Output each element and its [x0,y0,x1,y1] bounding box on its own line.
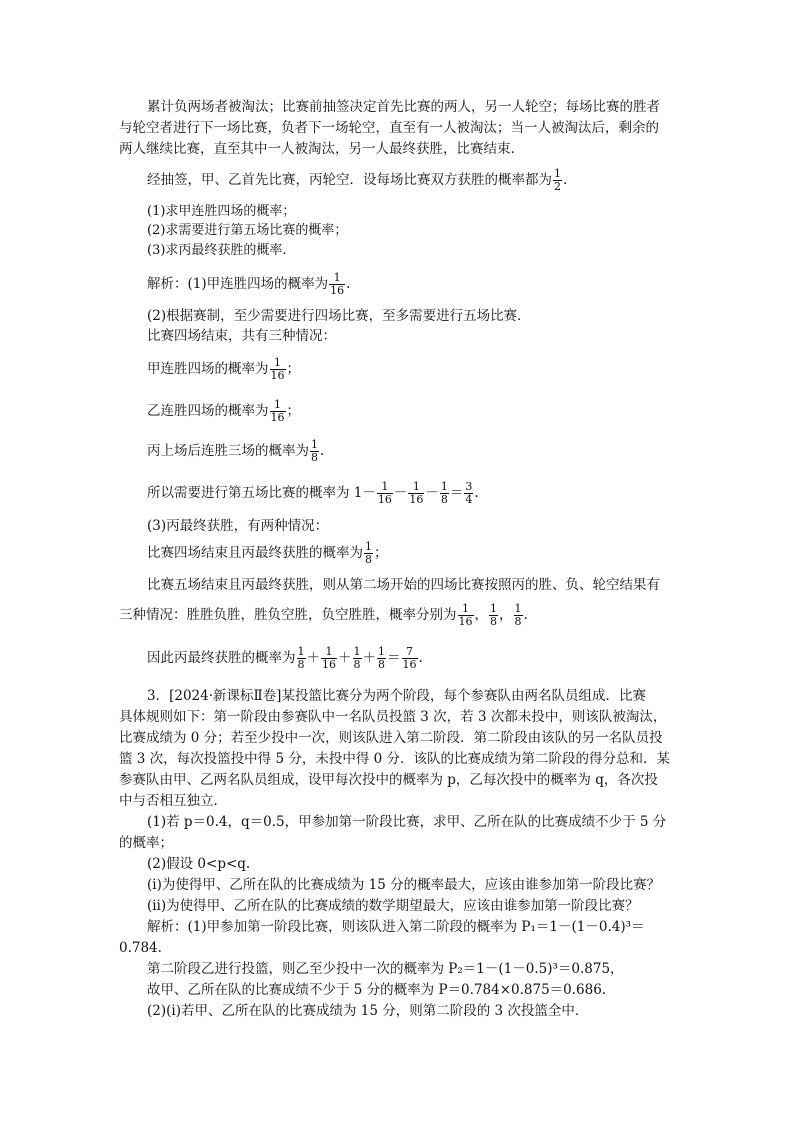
question-3: (3)求丙最终获胜的概率. [147,243,287,258]
solution-line: 三种情况：胜胜负胜，胜负空胜，负空胜胜，概率分别为 $\frac{1}{16}$ ， $\frac{1}{8}$ ， $\frac{1}{8}$ . [119,602,528,628]
fraction: $\frac{1}{8}$ [378,645,385,671]
problem-3-line: 解析：(1)甲参加第一阶段比赛，则该队进入第二阶段的概率为 P₁＝1－(1－0.4)³＝ [147,919,645,935]
fraction: $\frac{1}{16}$ [330,271,345,297]
fraction: $\frac{1}{8}$ [365,540,372,566]
problem-3-line: 具体规则如下：第一阶段由参赛队中一名队员投篮 3 次，若 3 次都未投中，则该队被淘汰， [119,709,667,725]
solution-line: 因此丙最终获胜的概率为 $\frac{1}{8}$ ＋ $\frac{1}{16}$ ＋ $\frac{1}{8}$ ＋ $\frac{1}{8}$ ＝ $\frac{7}{16}$ . [147,645,423,671]
problem-3-line: 故甲、乙所在队的比赛成绩不少于 5 分的概率为 P＝0.784×0.875＝0.686. [147,982,607,998]
solution-line: 乙连胜四场的概率为 $\frac{1}{16}$ ； [147,398,300,424]
problem-3-line: 参赛队由甲、乙两名队员组成，设甲每次投中的概率为 p，乙每次投中的概率为 q，各次投 [119,772,658,788]
solution-line: 所以需要进行第五场比赛的概率为 1－ $\frac{1}{16}$ － $\frac{1}{16}$ － $\frac{1}{8}$ ＝ $\frac{3}{4}$ . [147,480,479,506]
problem-3-line: (1)若 p＝0.4，q＝0.5，甲参加第一阶段比赛，求甲、乙所在队的比赛成绩不少于 5 分 [147,814,667,830]
problem-3-line: 中与否相互独立． [119,793,227,809]
fraction: $\frac{1}{8}$ [490,602,497,628]
problem-3-line: (2)(ⅰ)若甲、乙所在队的比赛成绩为 15 分，则第二阶段的 3 次投篮全中． [147,1003,589,1019]
fraction: $\frac{1}{16}$ [270,356,285,382]
fraction: $\frac{1}{8}$ [353,645,361,671]
solution-line: 甲连胜四场的概率为 $\frac{1}{16}$ ； [147,356,300,382]
fraction: $\frac{3}{4}$ [465,480,473,506]
solution-line: 解析：(1)甲连胜四场的概率为 $\frac{1}{16}$ . [147,271,351,297]
problem-3-line: 0.784. [119,940,162,956]
solution-line: 比赛五场结束且丙最终获胜，则从第二场开始的四场比赛按照丙的胜、负、轮空结果有 [147,577,660,593]
fraction: $\frac{1}{8}$ [514,602,522,628]
problem-3-line: 比赛成绩为 0 分；若至少投中一次，则该队进入第二阶段．第二阶段由该队的另一名队员投 [119,730,663,746]
fraction: $\frac{1}{8}$ [440,480,448,506]
fraction: $\frac{1}{8}$ [311,438,318,464]
fraction: $\frac{7}{16}$ [402,645,417,671]
fraction: $\frac{1}{16}$ [409,480,424,506]
fraction: $\frac{1}{2}$ [554,167,561,193]
solution-line: 丙上场后连胜三场的概率为 $\frac{1}{8}$ . [147,438,325,464]
problem-3-line: (2)假设 0<p<q. [147,856,251,872]
problem-3-line: 篮 3 次，每次投篮投中得 5 分，未投中得 0 分．该队的比赛成绩为第二阶段的得分总和．某 [119,751,671,767]
solution-line: 比赛四场结束且丙最终获胜的概率为 $\frac{1}{8}$ ； [147,540,388,566]
problem-3-line: (ⅱ)为使得甲、乙所在队的比赛成绩的数学期望最大，应该由谁参加第一阶段比赛？ [147,898,639,914]
problem-3-line: (ⅰ)为使得甲、乙所在队的比赛成绩为 15 分的概率最大，应该由谁参加第一阶段比赛？ [147,877,661,893]
fraction: $\frac{1}{16}$ [322,645,336,671]
solution-line: 比赛四场结束，共有三种情况： [147,328,336,344]
question-2: (2)求需要进行第五场比赛的概率； [147,223,348,238]
question-1: (1)求甲连胜四场的概率； [147,204,296,219]
text-line: 累计负两场者被淘汰；比赛前抽签决定首先比赛的两人，另一人轮空；每场比赛的胜者 [147,99,660,115]
fraction: $\frac{1}{16}$ [270,398,285,424]
text-line: 与轮空者进行下一场比赛，负者下一场轮空，直至有一人被淘汰；当一人被淘汰后，剩余的 [119,120,659,136]
problem-3-line: 第二阶段乙进行投篮，则乙至少投中一次的概率为 P₂＝1－(1－0.5)³＝0.875， [147,961,624,977]
text-line: 经抽签，甲、乙首先比赛，丙轮空．设每场比赛双方获胜的概率都为 $\frac{1}{2}$ . [147,167,568,193]
problem-3-line: 的概率； [119,835,173,851]
fraction: $\frac{1}{16}$ [377,480,392,506]
solution-line: (2)根据赛制，至少需要进行四场比赛，至多需要进行五场比赛． [147,308,531,324]
text: 经抽签，甲、乙首先比赛，丙轮空．设每场比赛双方获胜的概率都为 [147,172,552,188]
text-line: 两人继续比赛，直至其中一人被淘汰，另一人最终获胜，比赛结束. [119,141,515,157]
solution-line: (3)丙最终获胜，有两种情况： [147,518,329,534]
problem-3-line: 3．[2024·新课标Ⅱ卷]某投篮比赛分为两个阶段，每个参赛队由两名队员组成．比赛 [147,688,646,704]
fraction: $\frac{1}{16}$ [458,602,473,628]
fraction: $\frac{1}{8}$ [297,645,305,671]
